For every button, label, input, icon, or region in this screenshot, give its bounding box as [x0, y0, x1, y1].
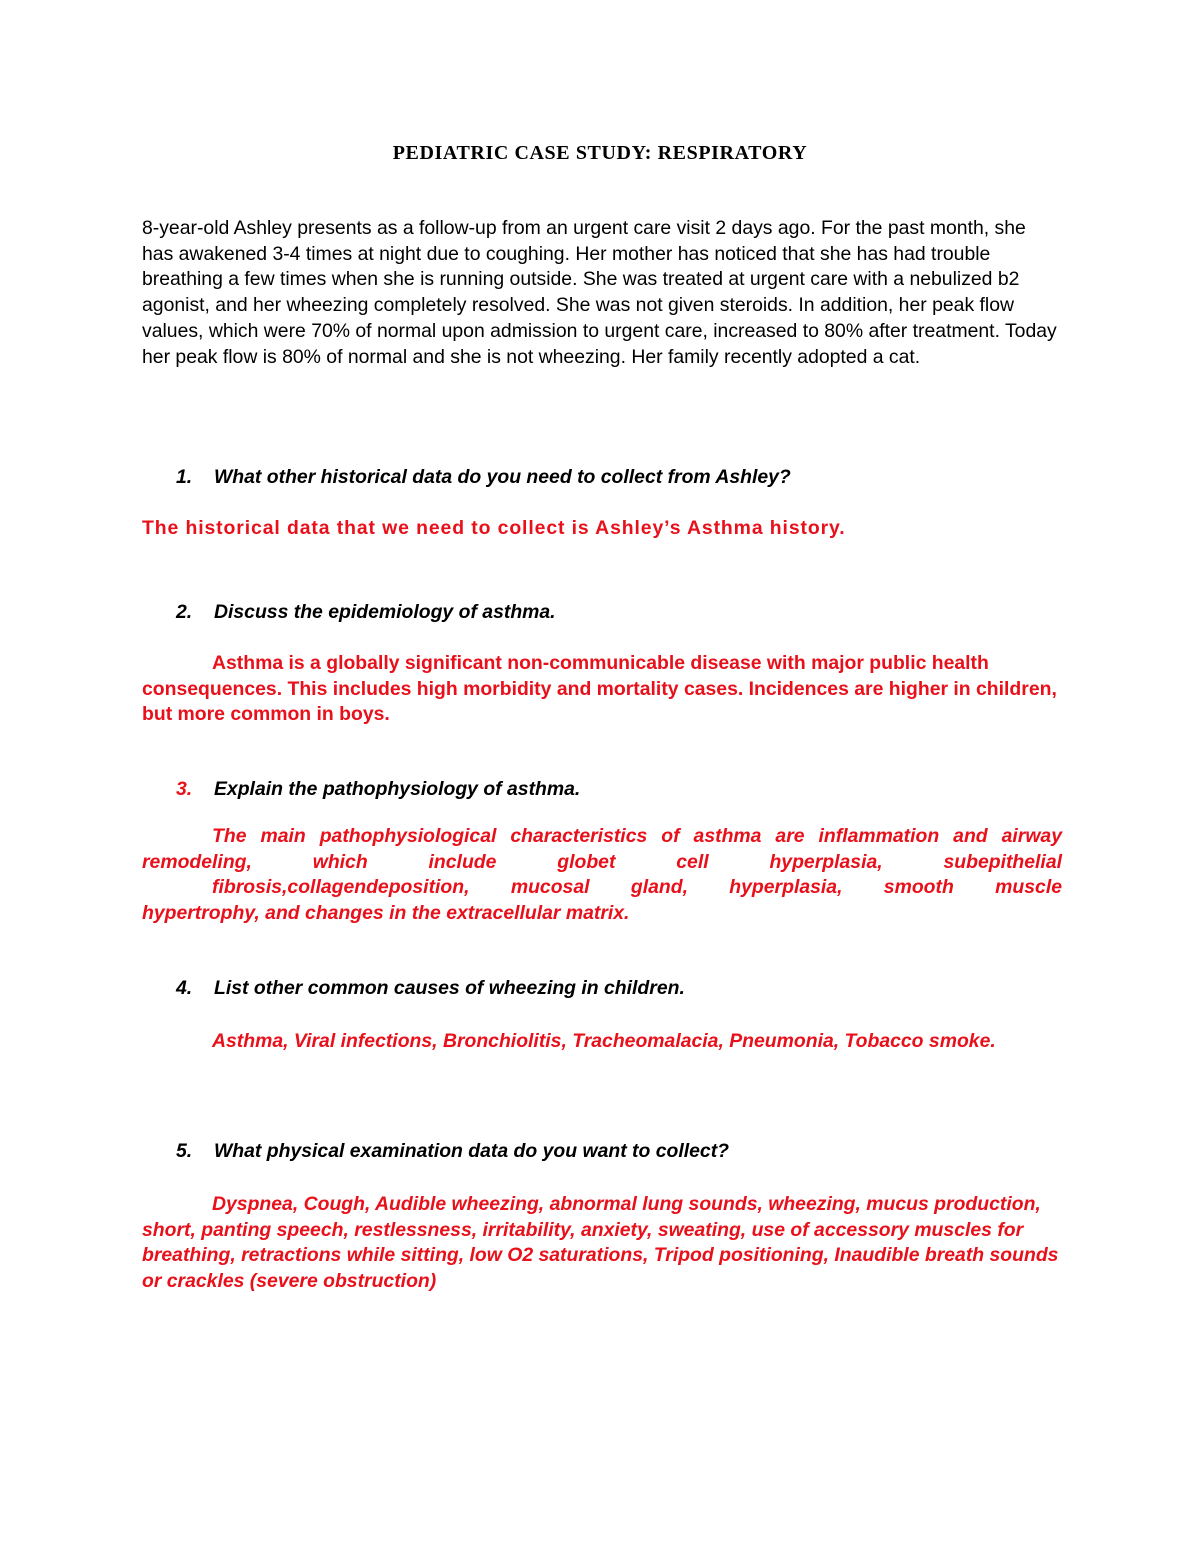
question-text: Explain the pathophysiology of asthma. — [214, 778, 581, 800]
question-5 — [176, 1139, 1056, 1164]
answer-2: Asthma is a globally significant non-communicable disease with major public health consequences. This includes high morbidity and mortality cases. Incidences are higher in children, but more common in boys. — [142, 652, 1057, 726]
answer-line: fibrosis,collagendeposition, mucosal gland, hyperplasia, smooth muscle — [212, 876, 1062, 899]
answer-1: The historical data that we need to collect is Ashley’s Asthma history. — [142, 517, 846, 539]
question-1 — [176, 465, 1056, 490]
answer-4: Asthma, Viral infections, Bronchiolitis, Tracheomalacia, Pneumonia, Tobacco smoke. — [212, 1030, 996, 1052]
question-number: 4. — [176, 977, 193, 999]
question-3 — [176, 777, 1056, 802]
answer-line: hypertrophy, and changes in the extracellular matrix. — [142, 902, 630, 925]
question-text: Discuss the epidemiology of asthma. — [214, 601, 556, 623]
question-text: List other common causes of wheezing in children. — [214, 977, 685, 999]
answer-line: remodeling, which include globet cell hyperplasia, subepithelial — [142, 850, 1062, 873]
question-text: What other historical data do you need to collect from Ashley? — [214, 466, 791, 488]
document-title: PEDIATRIC CASE STUDY: RESPIRATORY — [392, 142, 808, 164]
question-2 — [176, 600, 1056, 625]
question-4 — [176, 976, 1056, 1001]
question-text: What physical examination data do you want to collect? — [214, 1140, 730, 1162]
case-intro-paragraph: 8-year-old Ashley presents as a follow-up from an urgent care visit 2 days ago. For the past month, she has awakened 3-4 times at night due to coughing. Her mother has noticed that she has had trouble breathing a few times when she is running outside. She was treated at urgent care with a nebulized b2 agonist, and her wheezing completely resolved. She was not given steroids. In addition, her peak flow values, which were 70% of normal upon admission to urgent care, increased to 80% after treatment. Today her peak flow is 80% of normal and she is not wheezing. Her family recently adopted a cat. — [142, 217, 1057, 368]
answer-3 — [142, 824, 1062, 927]
answer-line: The main pathophysiological characteristics of asthma are inflammation and airway — [212, 825, 1062, 847]
question-number: 5. — [176, 1140, 193, 1162]
question-number: 3. — [176, 778, 193, 800]
question-number: 1. — [176, 466, 193, 488]
question-number: 2. — [176, 601, 193, 623]
answer-5: Dyspnea, Cough, Audible wheezing, abnormal lung sounds, wheezing, mucus production, short, panting speech, restlessness, irritability, anxiety, sweating, use of accessory muscles for breathing, retractions while sitting, low O2 saturations, Tripod positioning, Inaudible breath sounds or crackles (severe obstruction) — [142, 1193, 1059, 1293]
